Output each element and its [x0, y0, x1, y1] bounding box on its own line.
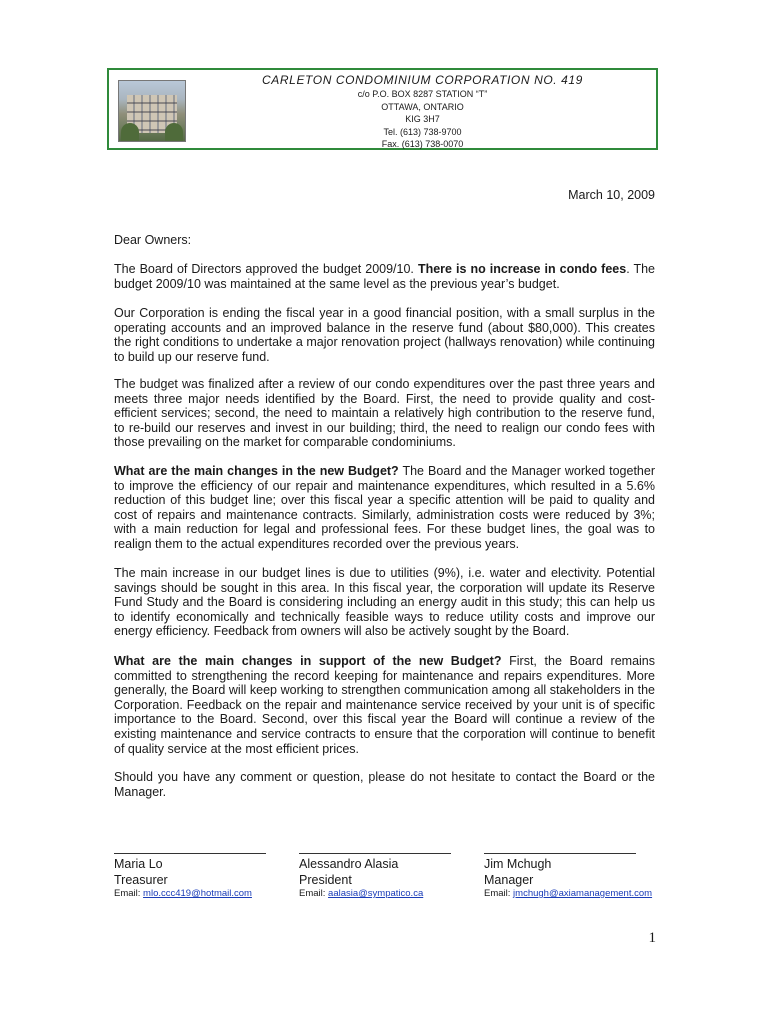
p2-text: Our Corporation is ending the fiscal year in a good financial position, with a small surplus in the operating accounts and an improved balance in the reserve fund (about $80,000). This creates the right conditions to undertake a major renovation project (hallways renovation) while continuing to build up our reserve fund.	[114, 306, 655, 364]
p7-text: Should you have any comment or question, please do not hesitate to contact the Board or the Manager.	[114, 770, 655, 799]
signatory-name: Alessandro Alasia	[299, 857, 399, 871]
tree-left	[121, 123, 139, 141]
postal-code: KIG 3H7	[405, 114, 440, 125]
paragraph-6	[114, 654, 655, 756]
p6-text: First, the Board remains committed to strengthening the record keeping for maintenance and repairs expenditures. More generally, the Board will keep working to strengthen communication among all stakeholders in the Corporation. Feedback on the repair and maintenance service received by your unit is of specific importance to the Board. Second, over this fiscal year the Board will continue a review of the existing maintenance and service contracts to ensure that the corporation will continue to benefit of quality service at the most efficient prices.	[114, 654, 656, 756]
paragraph-5	[114, 566, 655, 639]
paragraph-7	[114, 770, 655, 799]
tree-right	[165, 123, 183, 141]
address-line-1: c/o P.O. BOX 8287 STATION “T”	[357, 89, 488, 99]
signatory-title: Manager	[484, 872, 534, 887]
p4-text: The Board and the Manager worked together to improve the efficiency of our repair and maintenance expenditures, which resulted in a 5.6% reduction of this budget line; over this fiscal year a specific attention will be paid to quality and cost of repairs and maintenance contracts. Similarly, administration costs were reduced by 3%; with a main reduction for legal and professional fees. For these budget lines, the goal was to realign them to the actual expenditures recorded over the previous years.	[114, 464, 656, 551]
email-label: Email:	[484, 888, 514, 899]
building-photo	[118, 80, 186, 142]
p1-emphasis: There is no increase in condo fees	[417, 262, 627, 276]
p5-text: The main increase in our budget lines is due to utilities (9%), i.e. water and electivity. Potential savings should be sought in this area. In this fiscal year, the corporation will update its Reserve Fund Study and the Board is considering including an energy audit in this study; this can help us to identify economically and technically feasible ways to reduce utility costs and improve our energy efficiency. Feedback from owners will also be actively sought by the Board.	[114, 566, 655, 639]
signature-manager	[484, 853, 652, 900]
p6-heading: What are the main changes in support of the new Budget?	[114, 654, 502, 668]
letterhead	[107, 68, 658, 150]
signature-treasurer	[114, 853, 266, 900]
letter-date: March 10, 2009	[568, 188, 655, 202]
email-link[interactable]: mlo.ccc419@hotmail.com	[143, 888, 252, 899]
signatory-email-row	[484, 888, 652, 900]
signatory-email-row	[114, 888, 266, 900]
salutation	[114, 233, 655, 248]
signature-president	[299, 853, 451, 900]
email-link[interactable]: jmchugh@axiamanagement.com	[513, 888, 653, 899]
salutation-text: Dear Owners:	[114, 233, 192, 247]
fax: Fax. (613) 738-0070	[381, 139, 464, 150]
signatory-name: Maria Lo	[114, 857, 163, 871]
signatory-email-row	[299, 888, 451, 900]
letterhead-text	[189, 73, 656, 151]
email-link[interactable]: aalasia@sympatico.ca	[328, 888, 424, 899]
signatory-title: Treasurer	[114, 872, 168, 887]
email-label: Email:	[299, 888, 329, 899]
corporation-name: CARLETON CONDOMINIUM CORPORATION NO. 419	[262, 73, 583, 87]
p4-heading: What are the main changes in the new Budget?	[114, 464, 399, 478]
paragraph-1	[114, 262, 655, 291]
p1-text-c: . The budget 2009/10 was maintained at the same level as the previous year’s budget.	[114, 262, 656, 291]
paragraph-4	[114, 464, 655, 552]
signatory-title: President	[299, 872, 352, 887]
paragraph-3	[114, 377, 655, 450]
p3-text: The budget was finalized after a review of our condo expenditures over the past three years and meets three major needs identified by the Board. First, the need to provide quality and cost-efficient services; second, the need to maintain a relatively high contribution to the reserve fund, to re-build our reserves and invest in our building; third, the need to realign our condo fees with those prevailing on the market for comparable condominiums.	[114, 377, 655, 450]
signatory-name: Jim Mchugh	[484, 857, 552, 871]
email-label: Email:	[114, 888, 144, 899]
address-line-2: OTTAWA, ONTARIO	[381, 101, 464, 112]
p1-text-a: The Board of Directors approved the budget 2009/10.	[114, 262, 418, 276]
paragraph-2	[114, 306, 655, 364]
page-number: 1	[648, 930, 656, 946]
telephone: Tel. (613) 738-9700	[383, 126, 462, 137]
